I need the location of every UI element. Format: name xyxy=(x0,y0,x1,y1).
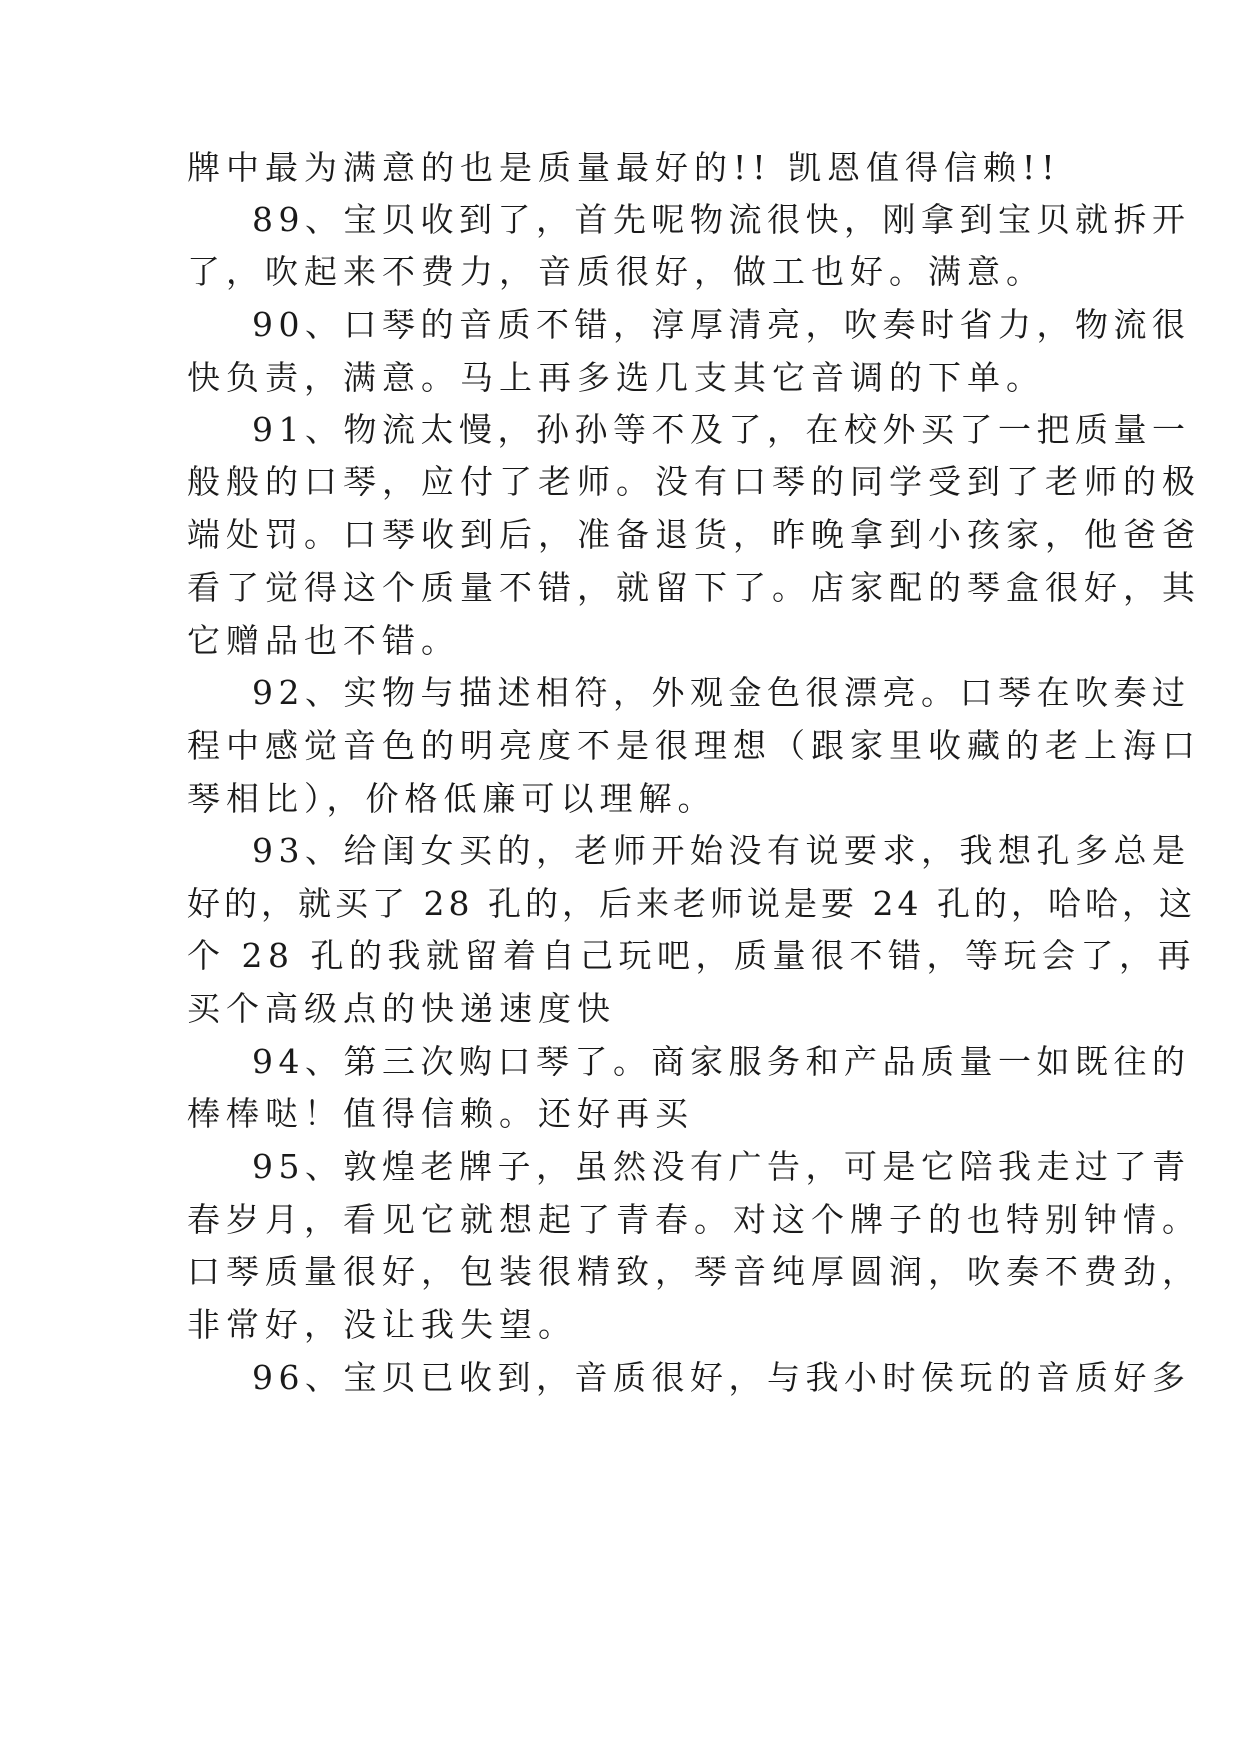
text-line: 好的，就买了 28 孔的，后来老师说是要 24 孔的，哈哈，这 xyxy=(187,884,1196,923)
text-line: 个 28 孔的我就留着自己玩吧，质量很不错，等玩会了，再 xyxy=(187,936,1196,975)
text-line: 般般的口琴，应付了老师。没有口琴的同学受到了老师的极 xyxy=(187,462,1201,501)
text-line: 96、宝贝已收到，音质很好，与我小时侯玩的音质好多 xyxy=(252,1358,1191,1397)
text-line: 94、第三次购口琴了。商家服务和产品质量一如既往的 xyxy=(252,1042,1191,1081)
text-line: 93、给闺女买的，老师开始没有说要求，我想孔多总是 xyxy=(252,831,1191,870)
text-line: 琴相比），价格低廉可以理解。 xyxy=(187,779,717,818)
text-line: 89、宝贝收到了，首先呢物流很快，刚拿到宝贝就拆开 xyxy=(252,200,1191,239)
text-line: 91、物流太慢，孙孙等不及了，在校外买了一把质量一 xyxy=(252,410,1191,449)
text-line: 92、实物与描述相符，外观金色很漂亮。口琴在吹奏过 xyxy=(252,673,1191,712)
text-line: 快负责，满意。马上再多选几支其它音调的下单。 xyxy=(187,358,1045,397)
text-line: 看了觉得这个质量不错，就留下了。店家配的琴盒很好，其 xyxy=(187,568,1201,607)
text-line: 90、口琴的音质不错，淳厚清亮，吹奏时省力，物流很 xyxy=(252,305,1191,344)
text-line: 买个高级点的快递速度快 xyxy=(187,989,616,1028)
text-line: 它赠品也不错。 xyxy=(187,621,460,660)
text-line: 棒棒哒！值得信赖。还好再买 xyxy=(187,1094,694,1133)
text-line: 牌中最为满意的也是质量最好的!! 凯恩值得信赖!! xyxy=(187,148,1061,187)
text-line: 春岁月，看见它就想起了青春。对这个牌子的也特别钟情。 xyxy=(187,1200,1201,1239)
text-line: 端处罚。口琴收到后，准备退货，昨晚拿到小孩家，他爸爸 xyxy=(187,515,1201,554)
text-line: 口琴质量很好，包装很精致，琴音纯厚圆润，吹奏不费劲， xyxy=(187,1252,1201,1291)
text-line: 了，吹起来不费力，音质很好，做工也好。满意。 xyxy=(187,252,1045,291)
text-line: 非常好，没让我失望。 xyxy=(187,1305,577,1344)
text-line: 95、敦煌老牌子，虽然没有广告，可是它陪我走过了青 xyxy=(252,1147,1191,1186)
text-line: 程中感觉音色的明亮度不是很理想（跟家里收藏的老上海口 xyxy=(187,726,1201,765)
